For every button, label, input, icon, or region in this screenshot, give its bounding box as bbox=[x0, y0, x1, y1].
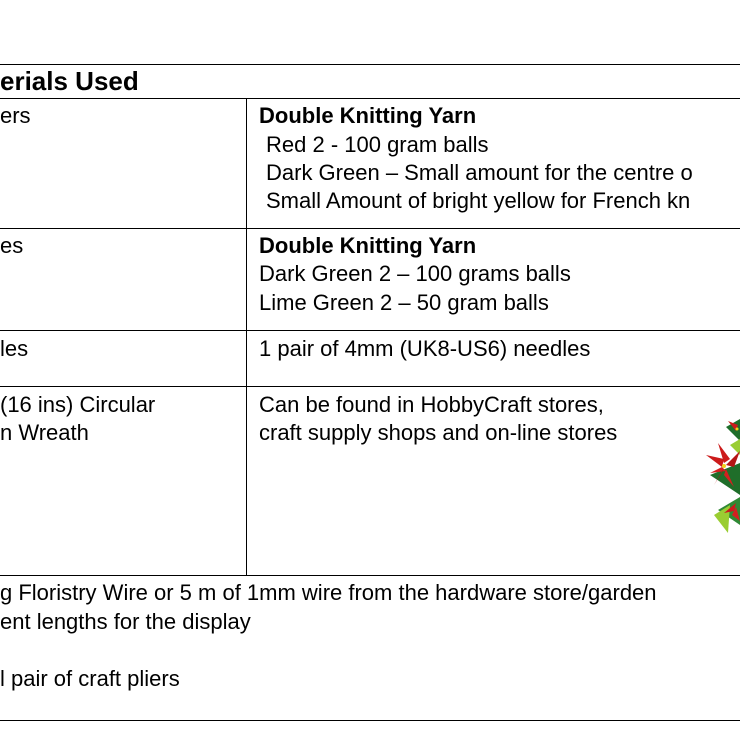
table-title: erials Used bbox=[0, 66, 139, 96]
row-divider-1 bbox=[0, 228, 740, 229]
row-divider-3 bbox=[0, 386, 740, 387]
row2-line2: Lime Green 2 – 50 gram balls bbox=[259, 290, 549, 315]
footer-line2: ent lengths for the display bbox=[0, 609, 251, 634]
row2-line1: Dark Green 2 – 100 grams balls bbox=[259, 261, 571, 286]
footer-line3: l pair of craft pliers bbox=[0, 666, 180, 691]
row1-heading: Double Knitting Yarn bbox=[259, 103, 477, 128]
row1-line3: Small Amount of bright yellow for French kn bbox=[266, 188, 691, 213]
row1-label: ers bbox=[0, 103, 31, 128]
row4-line2: craft supply shops and on-line stores bbox=[259, 420, 618, 445]
footer-line1: g Floristry Wire or 5 m of 1mm wire from the hardware store/garden bbox=[0, 580, 657, 605]
row4-line1: Can be found in HobbyCraft stores, bbox=[259, 392, 604, 417]
header-divider bbox=[0, 98, 740, 99]
row3-label: les bbox=[0, 336, 29, 361]
row2-heading: Double Knitting Yarn bbox=[259, 233, 477, 258]
row1-line2: Dark Green – Small amount for the centre o bbox=[266, 160, 693, 185]
row2-label: es bbox=[0, 233, 24, 258]
poinsettia-wreath-icon bbox=[700, 415, 740, 545]
row1-line1: Red 2 - 100 gram balls bbox=[266, 132, 489, 157]
table-top-border bbox=[0, 64, 740, 65]
row4-label-line1: (16 ins) Circular bbox=[0, 392, 156, 417]
row-divider-2 bbox=[0, 330, 740, 331]
table-bottom-border bbox=[0, 720, 740, 721]
row3-line1: 1 pair of 4mm (UK8-US6) needles bbox=[259, 336, 591, 361]
column-divider bbox=[246, 98, 247, 576]
row-divider-4 bbox=[0, 575, 740, 576]
row4-label-line2: n Wreath bbox=[0, 420, 89, 445]
